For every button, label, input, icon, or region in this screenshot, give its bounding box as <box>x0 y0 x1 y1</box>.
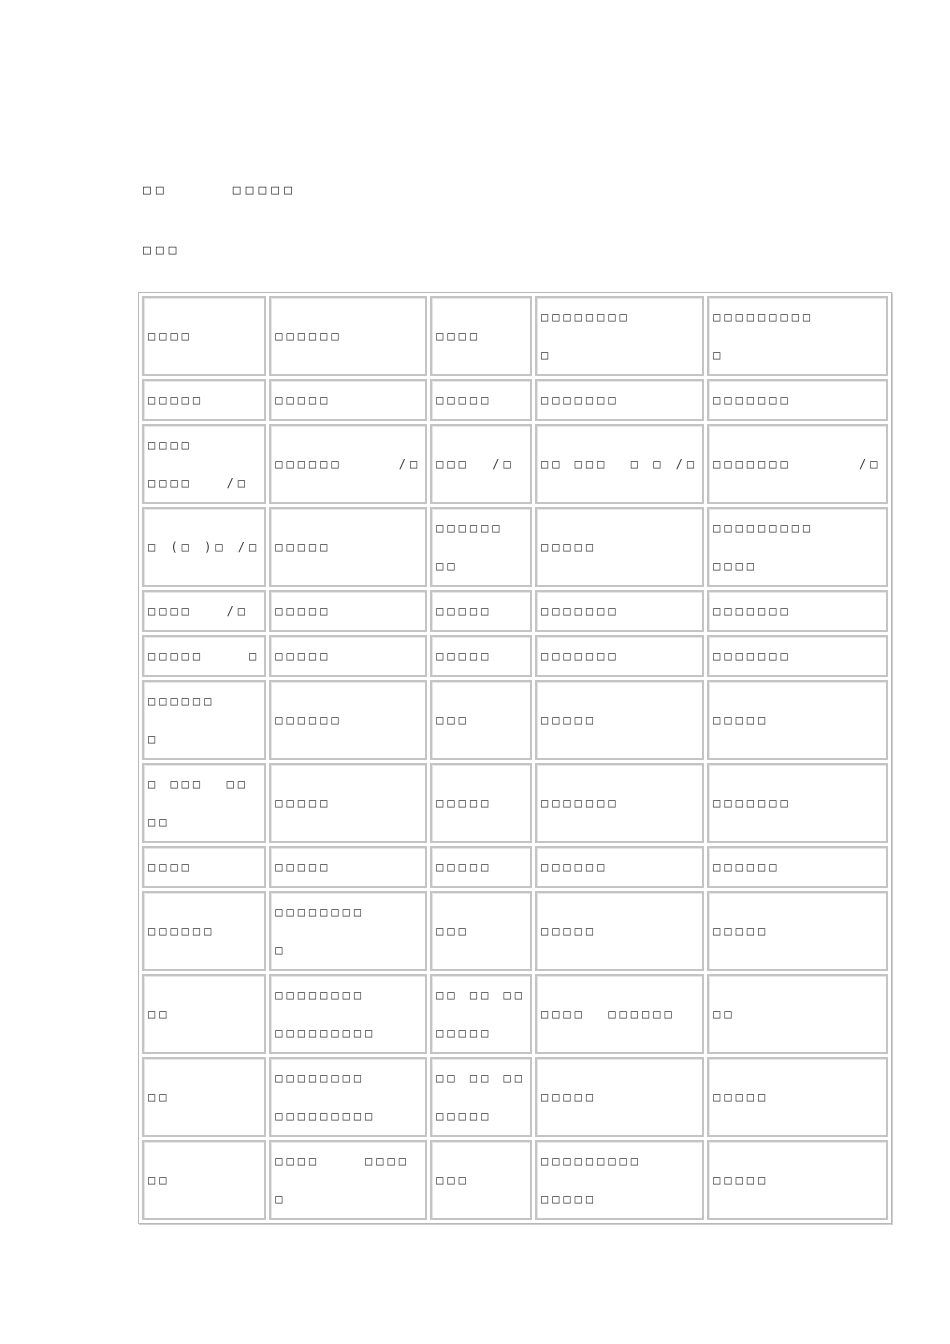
table-cell <box>269 680 427 760</box>
cell-text: □□□□□□□□ □□□□□□□□□ <box>275 1071 377 1123</box>
table-cell <box>430 590 532 632</box>
table-cell <box>269 635 427 677</box>
cell-text: □□□□□□ <box>275 713 343 727</box>
cell-text: □□ <box>148 1090 171 1104</box>
cell-text: □□□□□□□ <box>540 649 620 663</box>
table-cell <box>707 379 887 421</box>
table-cell <box>535 680 704 760</box>
cell-text: □ □□□ □□ □□ <box>148 777 250 829</box>
table-cell <box>535 1140 704 1220</box>
cell-text: □□□□□ <box>275 860 332 874</box>
table-cell <box>535 296 704 376</box>
table-cell <box>430 296 532 376</box>
cell-text: □□□□□ <box>540 713 598 727</box>
table-cell <box>535 974 704 1054</box>
table-cell <box>269 891 427 971</box>
table-row <box>142 891 888 971</box>
cell-text: □□□□□ <box>275 604 332 618</box>
cell-text: □□□□□□□ /□ <box>713 457 882 471</box>
cell-text: □□□□ <box>148 329 193 343</box>
cell-text: □□□ /□ <box>436 457 515 471</box>
table-cell <box>430 1057 532 1137</box>
cell-text: □□ □□ □□ □□□□□ <box>436 988 526 1040</box>
cell-text: □□□□□□□□□ □□□□□ <box>540 1154 642 1206</box>
table-row <box>142 507 888 587</box>
cell-text: □□□□□ <box>275 796 332 810</box>
table-cell <box>142 379 266 421</box>
table-cell <box>142 763 266 843</box>
table-cell <box>269 846 427 888</box>
document-heading: □□ □□□□□ <box>143 183 297 198</box>
table-row <box>142 846 888 888</box>
table-cell <box>707 507 887 587</box>
table-cell <box>707 635 887 677</box>
table-cell <box>269 379 427 421</box>
cell-text: □□□□□□□□ □ <box>540 310 631 362</box>
table-row <box>142 1140 888 1220</box>
table-cell <box>142 590 266 632</box>
cell-text: □□□□□□ /□ <box>275 457 422 471</box>
cell-text: □□□□□ □ <box>148 649 261 663</box>
table-cell <box>707 891 887 971</box>
document-subheading: □□□ <box>143 243 182 258</box>
cell-text: □□ □□ □□ □□□□□ <box>436 1071 526 1123</box>
table-row <box>142 974 888 1054</box>
table-cell <box>535 891 704 971</box>
cell-text: □□□□□ <box>713 924 770 938</box>
table-cell <box>269 296 427 376</box>
table-cell <box>269 1140 427 1220</box>
table-row <box>142 763 888 843</box>
cell-text: □□□□□□□□□ □ <box>713 310 815 362</box>
cell-text: □□□ <box>436 924 470 938</box>
table-cell <box>535 1057 704 1137</box>
cell-text: □□□□□ <box>275 540 332 554</box>
cell-text: □□□□□□ □□ <box>436 521 504 573</box>
cell-text: □□□□□□□□□ □□□□ <box>713 521 815 573</box>
cell-text: □□□□□□□□ □ <box>275 905 366 957</box>
table-cell <box>269 974 427 1054</box>
table-row <box>142 424 888 504</box>
table-cell <box>535 635 704 677</box>
cell-text: □□□□□□□ <box>540 796 620 810</box>
table-cell <box>142 846 266 888</box>
table-cell <box>142 424 266 504</box>
data-table <box>138 292 892 1224</box>
table-body <box>142 296 888 1220</box>
cell-text: □□□□□ <box>713 1173 770 1187</box>
cell-text: □□□□□□□ <box>713 604 792 618</box>
cell-text: □□□□□□□□ □□□□□□□□□ <box>275 988 377 1040</box>
cell-text: □□□□□ <box>540 540 598 554</box>
table-row <box>142 680 888 760</box>
cell-text: □□□□□□ □ <box>148 694 216 746</box>
table-row <box>142 1057 888 1137</box>
table-cell <box>142 974 266 1054</box>
table-row <box>142 635 888 677</box>
table-cell <box>269 763 427 843</box>
cell-text: □□□□ <box>436 329 482 343</box>
table-cell <box>707 590 887 632</box>
cell-text: □□□□□ <box>275 393 332 407</box>
table-cell <box>142 891 266 971</box>
table-cell <box>535 846 704 888</box>
cell-text: □□□□□□□ <box>540 604 620 618</box>
table-cell <box>430 680 532 760</box>
table-cell <box>535 379 704 421</box>
table-cell <box>535 763 704 843</box>
cell-text: □□□□ <box>148 860 193 874</box>
table-cell <box>430 891 532 971</box>
cell-text: □□□□□□□ <box>713 649 792 663</box>
cell-text: □□□□□□ <box>540 860 609 874</box>
table-cell <box>707 296 887 376</box>
table-cell <box>430 1140 532 1220</box>
cell-text: □□□□ □□□□ /□ <box>148 438 250 490</box>
cell-text: □□□□ □□□□ □ <box>275 1154 410 1206</box>
table-cell <box>269 424 427 504</box>
table-row <box>142 379 888 421</box>
table-cell <box>707 1057 887 1137</box>
table-cell <box>707 680 887 760</box>
table-cell <box>142 1057 266 1137</box>
cell-text: □□□□□□□ <box>540 393 620 407</box>
cell-text: □□□□□ <box>436 796 493 810</box>
cell-text: □□ □□□ □ □ /□ <box>540 457 699 471</box>
cell-text: □□□□ /□ <box>148 604 250 618</box>
cell-text: □□□□□ <box>713 713 770 727</box>
cell-text: □□□□□ <box>436 604 493 618</box>
table-cell <box>142 680 266 760</box>
table-cell <box>535 424 704 504</box>
cell-text: □□□ <box>436 713 470 727</box>
table-cell <box>707 763 887 843</box>
table-cell <box>707 424 887 504</box>
cell-text: □□□□□□□ <box>713 393 792 407</box>
table-cell <box>430 974 532 1054</box>
cell-text: □□□□□□ <box>275 329 343 343</box>
cell-text: □ (□ )□ /□ <box>148 540 261 554</box>
cell-text: □□□□□ <box>713 1090 770 1104</box>
table-row <box>142 296 888 376</box>
table-cell <box>269 507 427 587</box>
table-cell <box>430 507 532 587</box>
cell-text: □□□□□ <box>148 393 205 407</box>
table-cell <box>430 763 532 843</box>
table-cell <box>430 424 532 504</box>
table-cell <box>707 846 887 888</box>
table-cell <box>430 379 532 421</box>
table-cell <box>707 1140 887 1220</box>
table-cell <box>269 1057 427 1137</box>
cell-text: □□□□□□ <box>148 924 216 938</box>
table-cell <box>430 635 532 677</box>
cell-text: □□□□□ <box>436 649 493 663</box>
cell-text: □□ <box>148 1007 171 1021</box>
cell-text: □□□□□□ <box>713 860 781 874</box>
cell-text: □□ <box>148 1173 171 1187</box>
cell-text: □□□□□□□ <box>713 796 792 810</box>
cell-text: □□□□□ <box>540 1090 598 1104</box>
table-cell <box>707 974 887 1054</box>
table-cell <box>535 507 704 587</box>
cell-text: □□□□□ <box>436 393 493 407</box>
table-row <box>142 590 888 632</box>
table-cell <box>142 635 266 677</box>
table-cell <box>430 846 532 888</box>
table-cell <box>535 590 704 632</box>
table-cell <box>142 1140 266 1220</box>
cell-text: □□□□□ <box>275 649 332 663</box>
cell-text: □□□□□ <box>540 924 598 938</box>
cell-text: □□□□□ <box>436 860 493 874</box>
cell-text: □□□ <box>436 1173 470 1187</box>
table-cell <box>142 507 266 587</box>
table-cell <box>269 590 427 632</box>
cell-text: □□ <box>713 1007 736 1021</box>
table-cell <box>142 296 266 376</box>
cell-text: □□□□ □□□□□□ <box>540 1007 676 1021</box>
